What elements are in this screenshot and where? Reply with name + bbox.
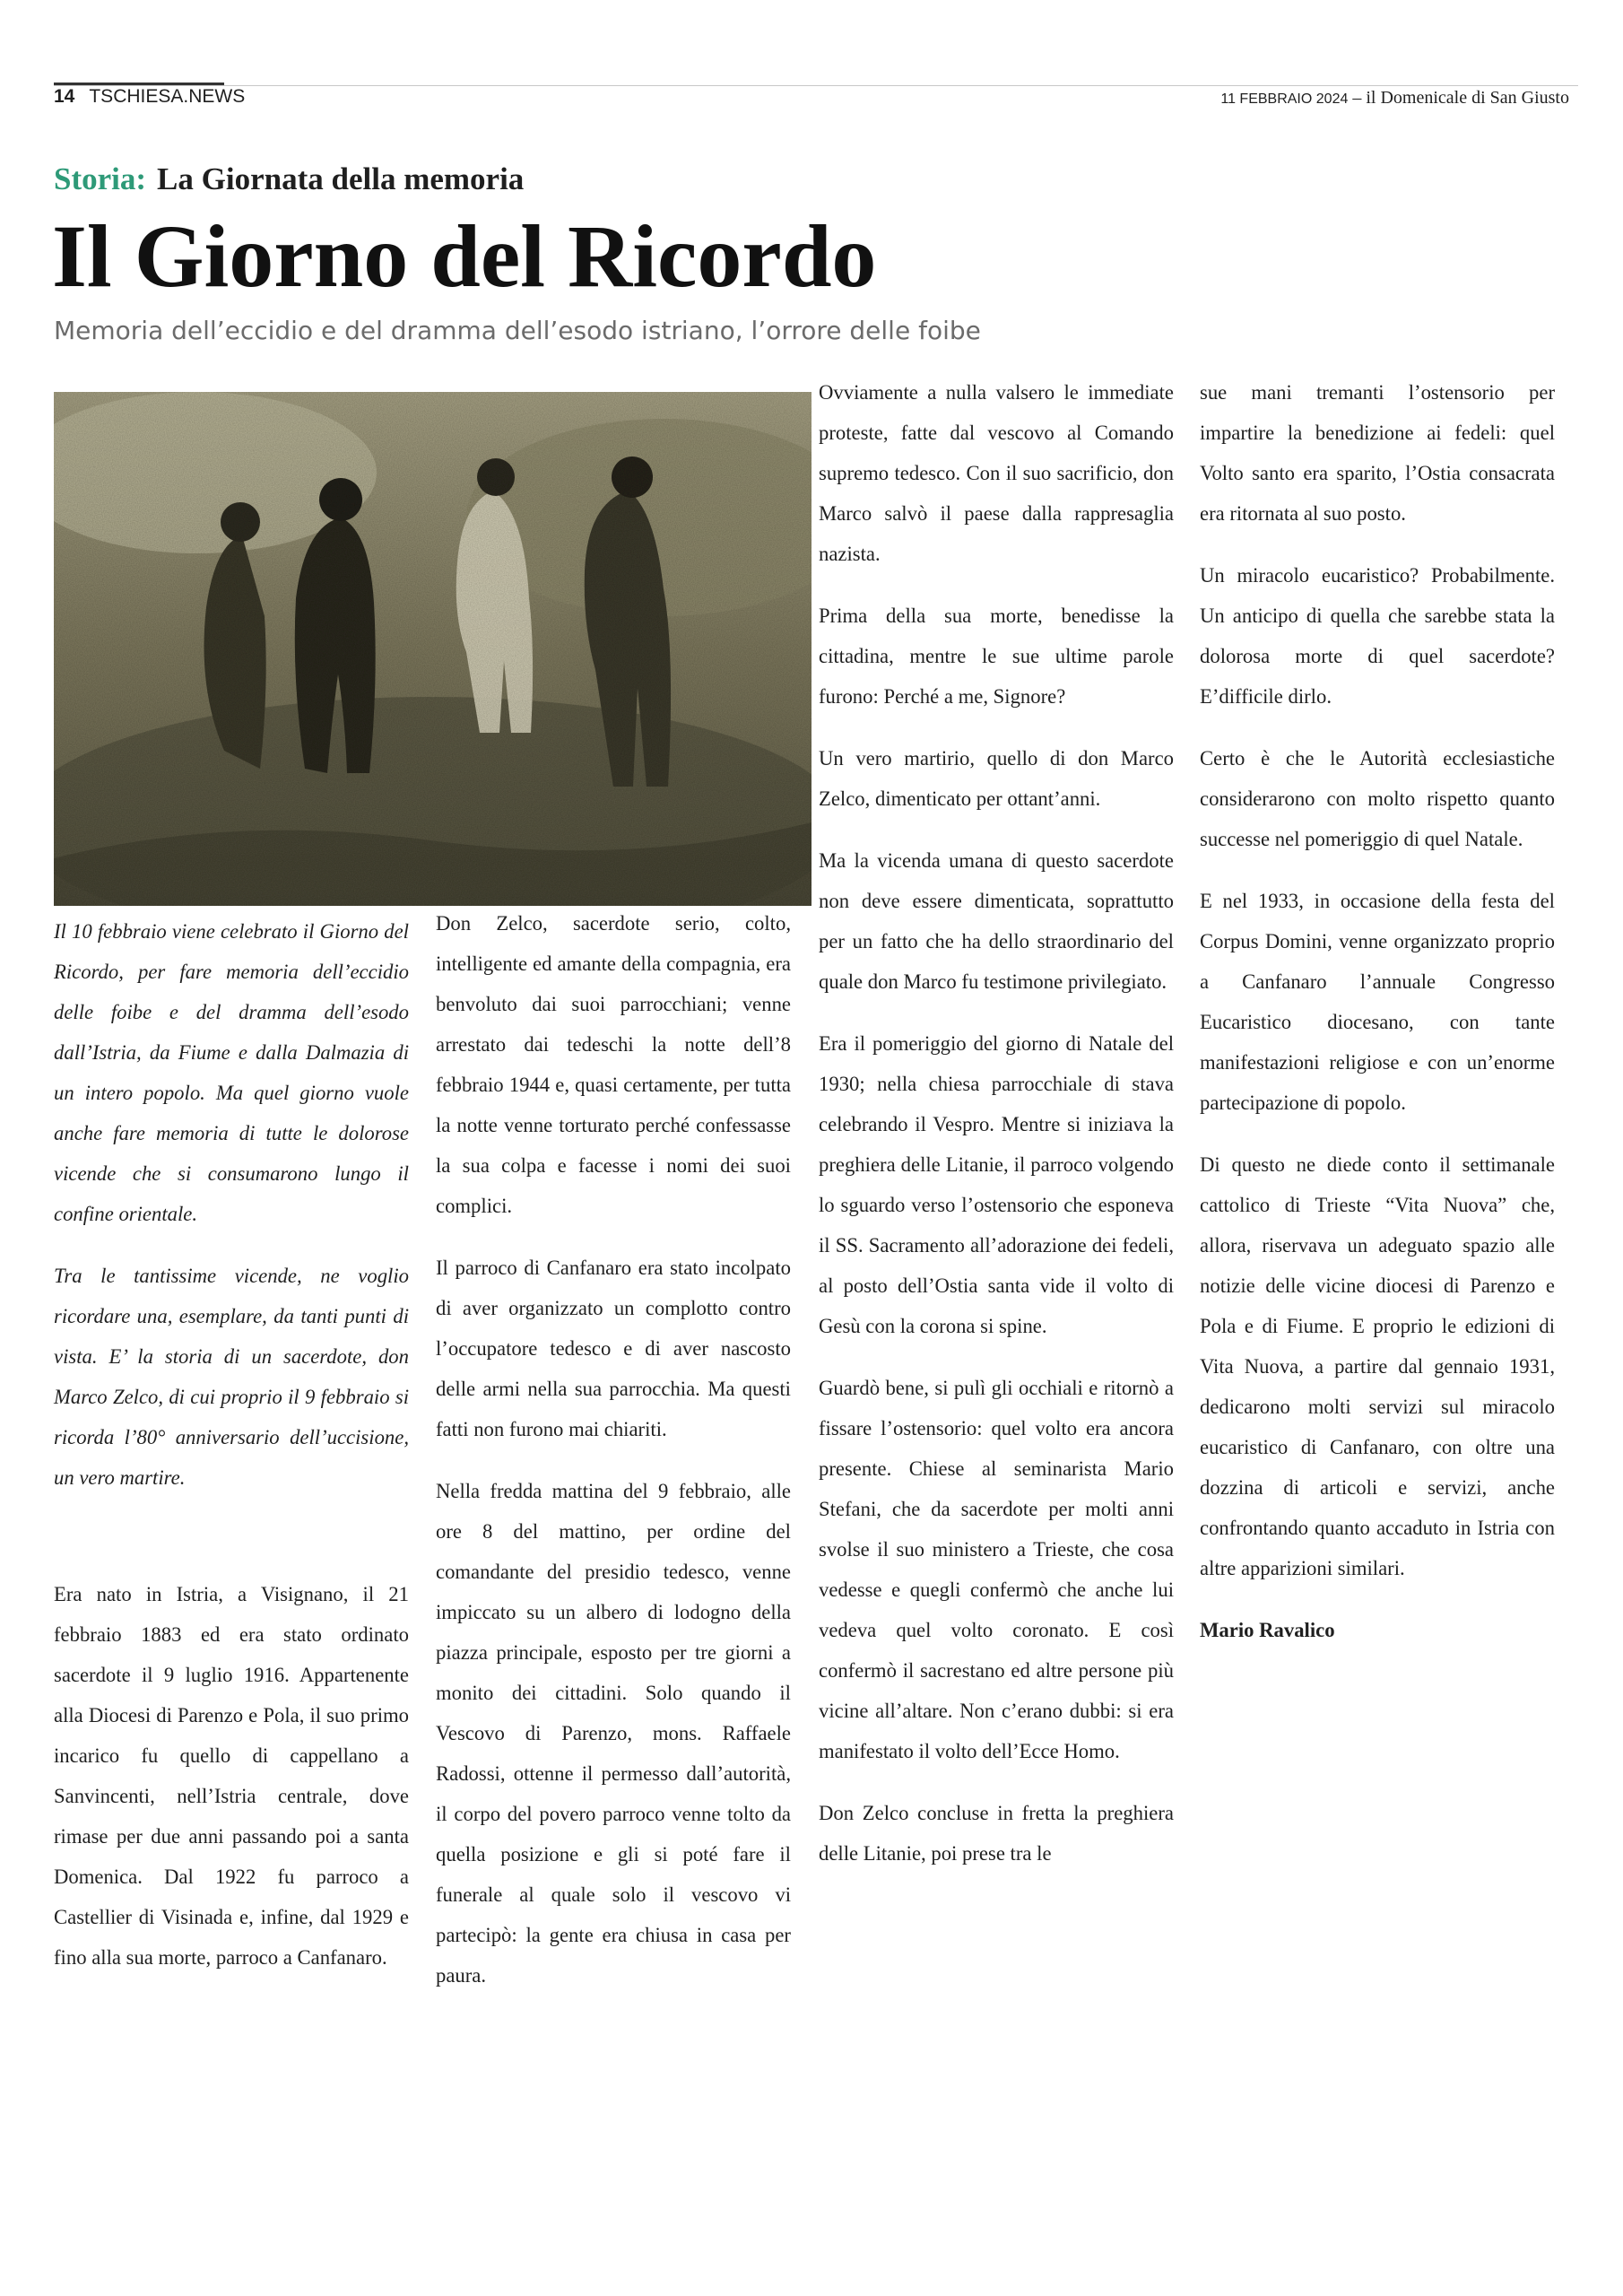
body-paragraph: Un miracolo eucaristico? Probabilmente. Un anticipo di quella che sarebbe stata la dolorosa morte di quel sacerdote? E’difficile dirlo.: [1200, 564, 1555, 708]
body-paragraph: Di questo ne diede conto il settimanale cattolico di Trieste “Vita Nuova” che, allora, riservava un adeguato spazio alle notizie delle vicine diocesi di Parenzo e Pola e di Fiume. E proprio le edizioni di Vita Nuova, a partire dal gennaio 1931, dedicarono molti servizi sul miracolo eucaristico di Canfanaro, con oltre una dozzina di articoli e servizi, anche confrontando quanto accaduto in Istria con altre apparizioni similari.: [1200, 1153, 1555, 1579]
historic-photo-illustration: [54, 392, 812, 906]
article-kicker: [54, 161, 524, 197]
article-title: Il Giorno del Ricordo: [52, 206, 877, 306]
header-rule: [54, 85, 1578, 86]
issue-date: 11 FEBBRAIO 2024: [1220, 91, 1349, 107]
body-column-2: [436, 903, 791, 2017]
page-header-left: [54, 86, 245, 108]
body-paragraph: Don Zelco concluse in fretta la preghiera delle Litanie, poi prese tra le: [819, 1802, 1174, 1865]
body-paragraph: Guardò bene, si pulì gli occhiali e ritornò a fissare l’ostensorio: quel volto era ancora presente. Chiese al seminarista Mario Stefani, che da sacerdote per molti anni svolse il suo ministero a Trieste, che cosa vedesse e quegli confermò che anche lui vedeva quel volto coronato. E così confermò il sacrestano ed altre persone più vicine all’altare. Non c’erano dubbi: si era manifestato il volto dell’Ecce Homo.: [819, 1377, 1174, 1762]
intro-paragraph: Tra le tantissime vicende, ne voglio ricordare una, esemplare, da tanti punti di vista. E’ la storia di un sacerdote, don Marco Zelco, di cui proprio il 9 febbraio si ricorda l’80° anniversario dell’uccisione, un vero martire.: [54, 1265, 409, 1489]
kicker-section: Storia:: [54, 161, 147, 196]
body-paragraph: Nella fredda mattina del 9 febbraio, alle ore 8 del mattino, per ordine del comandante del presidio tedesco, venne impiccato su un albero di lodogno della piazza principale, esposto per tre giorni a monito dei cittadini. Solo quando il Vescovo di Parenzo, mons. Raffaele Radossi, ottenne il permesso dall’autorità, il corpo del povero parroco venne tolto da quella posizione e gli si poté fare il funerale al quale solo il vescovo vi partecipò: la gente era chiusa in casa per paura.: [436, 1480, 791, 1987]
body-column-4: [1200, 372, 1555, 1672]
intro-paragraph: Il 10 febbraio viene celebrato il Giorno del Ricordo, per fare memoria dell’eccidio delle foibe e del dramma dell’esodo dall’Istria, da Fiume e dalla Dalmazia di un intero popolo. Ma quel giorno vuole anche fare memoria di tutte le dolorose vicende che si consumarono lungo il confine orientale.: [54, 920, 409, 1225]
body-paragraph: Prima della sua morte, benedisse la cittadina, mentre le sue ultime parole furono: Perché a me, Signore?: [819, 604, 1174, 708]
header-separator: –: [1352, 88, 1362, 108]
body-column-3: [819, 372, 1174, 1895]
page-number: 14: [54, 86, 75, 107]
body-column-1: [54, 1574, 409, 1999]
body-paragraph: Un vero martirio, quello di don Marco Zelco, dimenticato per ottant’anni.: [819, 747, 1174, 810]
body-paragraph: Ma la vicenda umana di questo sacerdote non deve essere dimenticata, soprattutto per un fatto che ha dello straordinario del quale don Marco fu testimone privilegiato.: [819, 849, 1174, 993]
body-paragraph: sue mani tremanti l’ostensorio per impartire la benedizione ai fedeli: quel Volto santo era sparito, l’Ostia consacrata era ritornata al suo posto.: [1200, 381, 1555, 525]
article-photo: [54, 392, 812, 906]
article-subtitle: Memoria dell’eccidio e del dramma dell’esodo istriano, l’orrore delle foibe: [54, 316, 981, 345]
body-paragraph: E nel 1933, in occasione della festa del Corpus Domini, venne organizzato proprio a Canfanaro l’annuale Congresso Eucaristico diocesano, con tante manifestazioni religiose e con un’enorme partecipazione di popolo.: [1200, 890, 1555, 1114]
body-paragraph: Certo è che le Autorità ecclesiastiche considerarono con molto rispetto quanto successe nel pomeriggio di quel Natale.: [1200, 747, 1555, 850]
site-name: TSCHIESA.NEWS: [89, 86, 246, 107]
body-paragraph: Ovviamente a nulla valsero le immediate proteste, fatte dal vescovo al Comando supremo tedesco. Con il suo sacrificio, don Marco salvò il paese dalla rappresaglia nazista.: [819, 381, 1174, 565]
author-signature: Mario Ravalico: [1200, 1619, 1335, 1641]
intro-column: [54, 911, 409, 1519]
page-header-right: [1220, 88, 1569, 109]
body-paragraph: Era nato in Istria, a Visignano, il 21 febbraio 1883 ed era stato ordinato sacerdote il 9 luglio 1916. Appartenente alla Diocesi di Parenzo e Pola, il suo primo incarico fu quello di cappellano a Sanvincenti, nell’Istria centrale, dove rimase per due anni passando poi a santa Domenica. Dal 1922 fu parroco a Castellier di Visinada e, infine, dal 1929 e fino alla sua morte, parroco a Canfanaro.: [54, 1583, 409, 1969]
body-paragraph: Il parroco di Canfanaro era stato incolpato di aver organizzato un complotto contro l’occupatore tedesco e di aver nascosto delle armi nella sua parrocchia. Ma questi fatti non furono mai chiariti.: [436, 1257, 791, 1440]
body-paragraph: Don Zelco, sacerdote serio, colto, intelligente ed amante della compagnia, era benvoluto dai suoi parrocchiani; venne arrestato dai tedeschi la notte dell’8 febbraio 1944 e, quasi certamente, per tutta la notte venne torturato perché confessasse la sua colpa e facesse i nomi dei suoi complici.: [436, 912, 791, 1217]
publication-name: il Domenicale di San Giusto: [1366, 88, 1569, 108]
body-paragraph: Era il pomeriggio del giorno di Natale del 1930; nella chiesa parrocchiale di stava celebrando il Vespro. Mentre si iniziava la preghiera delle Litanie, il parroco volgendo lo sguardo verso l’ostensorio che esponeva il SS. Sacramento all’adorazione dei fedeli, al posto dell’Ostia santa vide il volto di Gesù con la corona si spine.: [819, 1032, 1174, 1337]
kicker-topic: La Giornata della memoria: [157, 161, 525, 196]
